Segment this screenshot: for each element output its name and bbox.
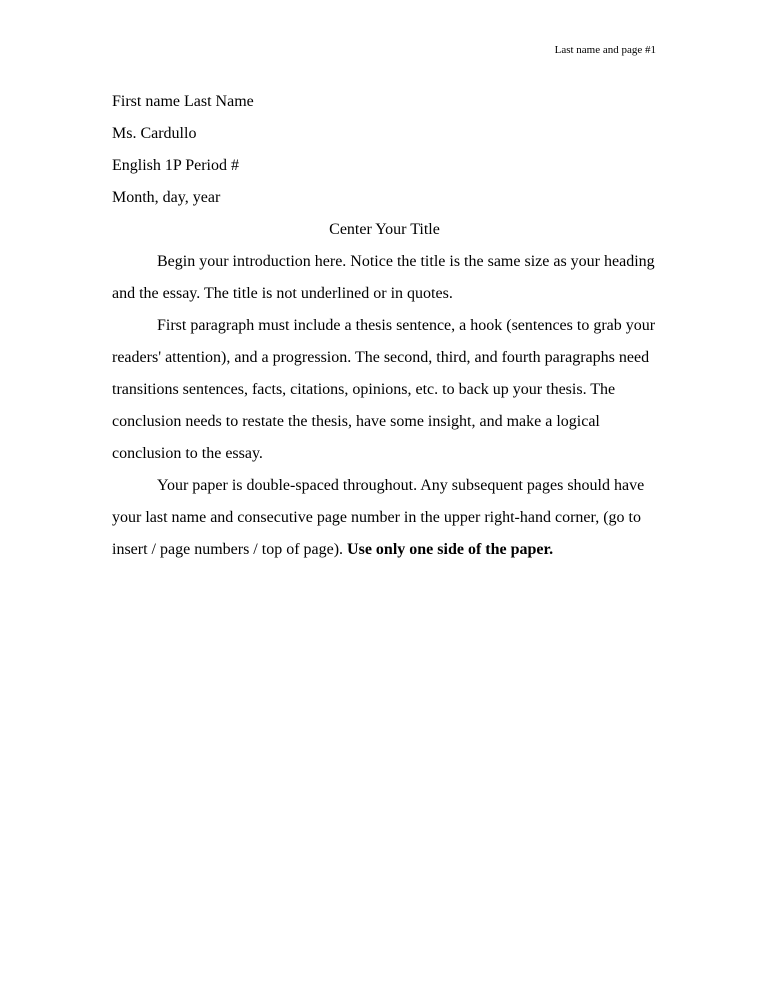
paragraph-formatting	[112, 470, 657, 566]
essay-body	[112, 86, 657, 566]
essay-title: Center Your Title	[329, 221, 440, 238]
student-name: First name Last Name	[112, 93, 254, 110]
running-head: Last name and page #1	[554, 44, 656, 56]
paragraph-requirements: First paragraph must include a thesis sentence, a hook (sentences to grab your readers' attention), and a progression. The second, third, and fourth paragraphs need transitions sentences, facts, citations, opinions, etc. to back up your thesis. The conclusion needs to restate the thesis, have some insight, and make a logical conclusion to the essay.	[112, 317, 656, 462]
paragraph-formatting-text: Your paper is double-spaced throughout. Any subsequent pages should have your last name and consecutive page number in the upper right-hand corner, (go to insert / page numbers / top of page).	[112, 477, 645, 558]
bold-instruction: Use only one side of the paper.	[347, 541, 554, 558]
date-line: Month, day, year	[112, 189, 221, 206]
paragraph-introduction: Begin your introduction here. Notice the title is the same size as your heading and the essay. The title is not underlined or in quotes.	[112, 253, 655, 302]
course-period: English 1P Period #	[112, 157, 239, 174]
teacher-name: Ms. Cardullo	[112, 125, 197, 142]
